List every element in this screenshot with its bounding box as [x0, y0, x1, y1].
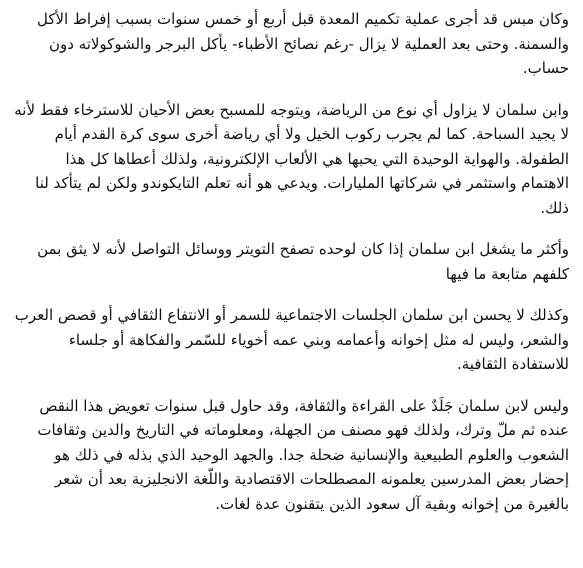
paragraph-5: وليس لابن سلمان جَلَدٌ على القراءة والثقافة، وقد حاول قبل سنوات تعويض هذا النقص عنده ثم ملّ وترك، ولذلك فهو مصنف من الجهلة، ومعلوماته في التاريخ والدين وثقافات الشعوب والعلوم الطبيعية والإنسانية ضحلة جدا. والجهد الوحيد الذي بذله في ذلك هو إحضار بعض المدرسين يعلمونه المصطلحات الاقتصادية واللّغة الانجليزية بعد أن شعر بالغيرة من إخوانه وبقية آل سعود الذين يتقنون عدة لغات.	[37, 396, 569, 513]
paragraph-3: وأكثر ما يشغل ابن سلمان إذا كان لوحده تصفح التويتر ووسائل التواصل لأنه لا يثق بمن كلفهم متابعة ما فيها	[37, 240, 569, 283]
paragraph-4: وكذلك لا يحسن ابن سلمان الجلسات الاجتماعية للسمر أو الانتفاع الثقافي أو قصص العرب والشعر، وليس له مثل إخوانه وأعمامه وبني عمه أخوياء للسّمر والفكاهة أو جلساء للاستفادة الثقافية.	[14, 306, 569, 373]
paragraph-2: وابن سلمان لا يزاول أي نوع من الرياضة، ويتوجه للمسبح بعض الأحيان للاسترخاء فقط لأنه لا يجيد السباحة. كما لم يجرب ركوب الخيل ولا أي رياضة أخرى سوى كرة القدم أيام الطفولة. والهواية الوحيدة التي يحبها هي الألعاب الإلكترونية، ولذلك أعطاها كل هذا الاهتمام واستثمر في شركاتها المليارات. ويدعي هو أنه تعلم التايكوندو ولكن لم يتأكد لنا ذلك.	[14, 100, 569, 217]
paragraph-1: وكان مبس قد أجرى عملية تكميم المعدة قبل أربع أو خمس سنوات بسبب إفراط الأكل والسمنة. وحتى بعد العملية لا يزال -رغم نصائح الأطباء- يأكل البرجر والشوكولاته دون حساب.	[36, 10, 569, 77]
